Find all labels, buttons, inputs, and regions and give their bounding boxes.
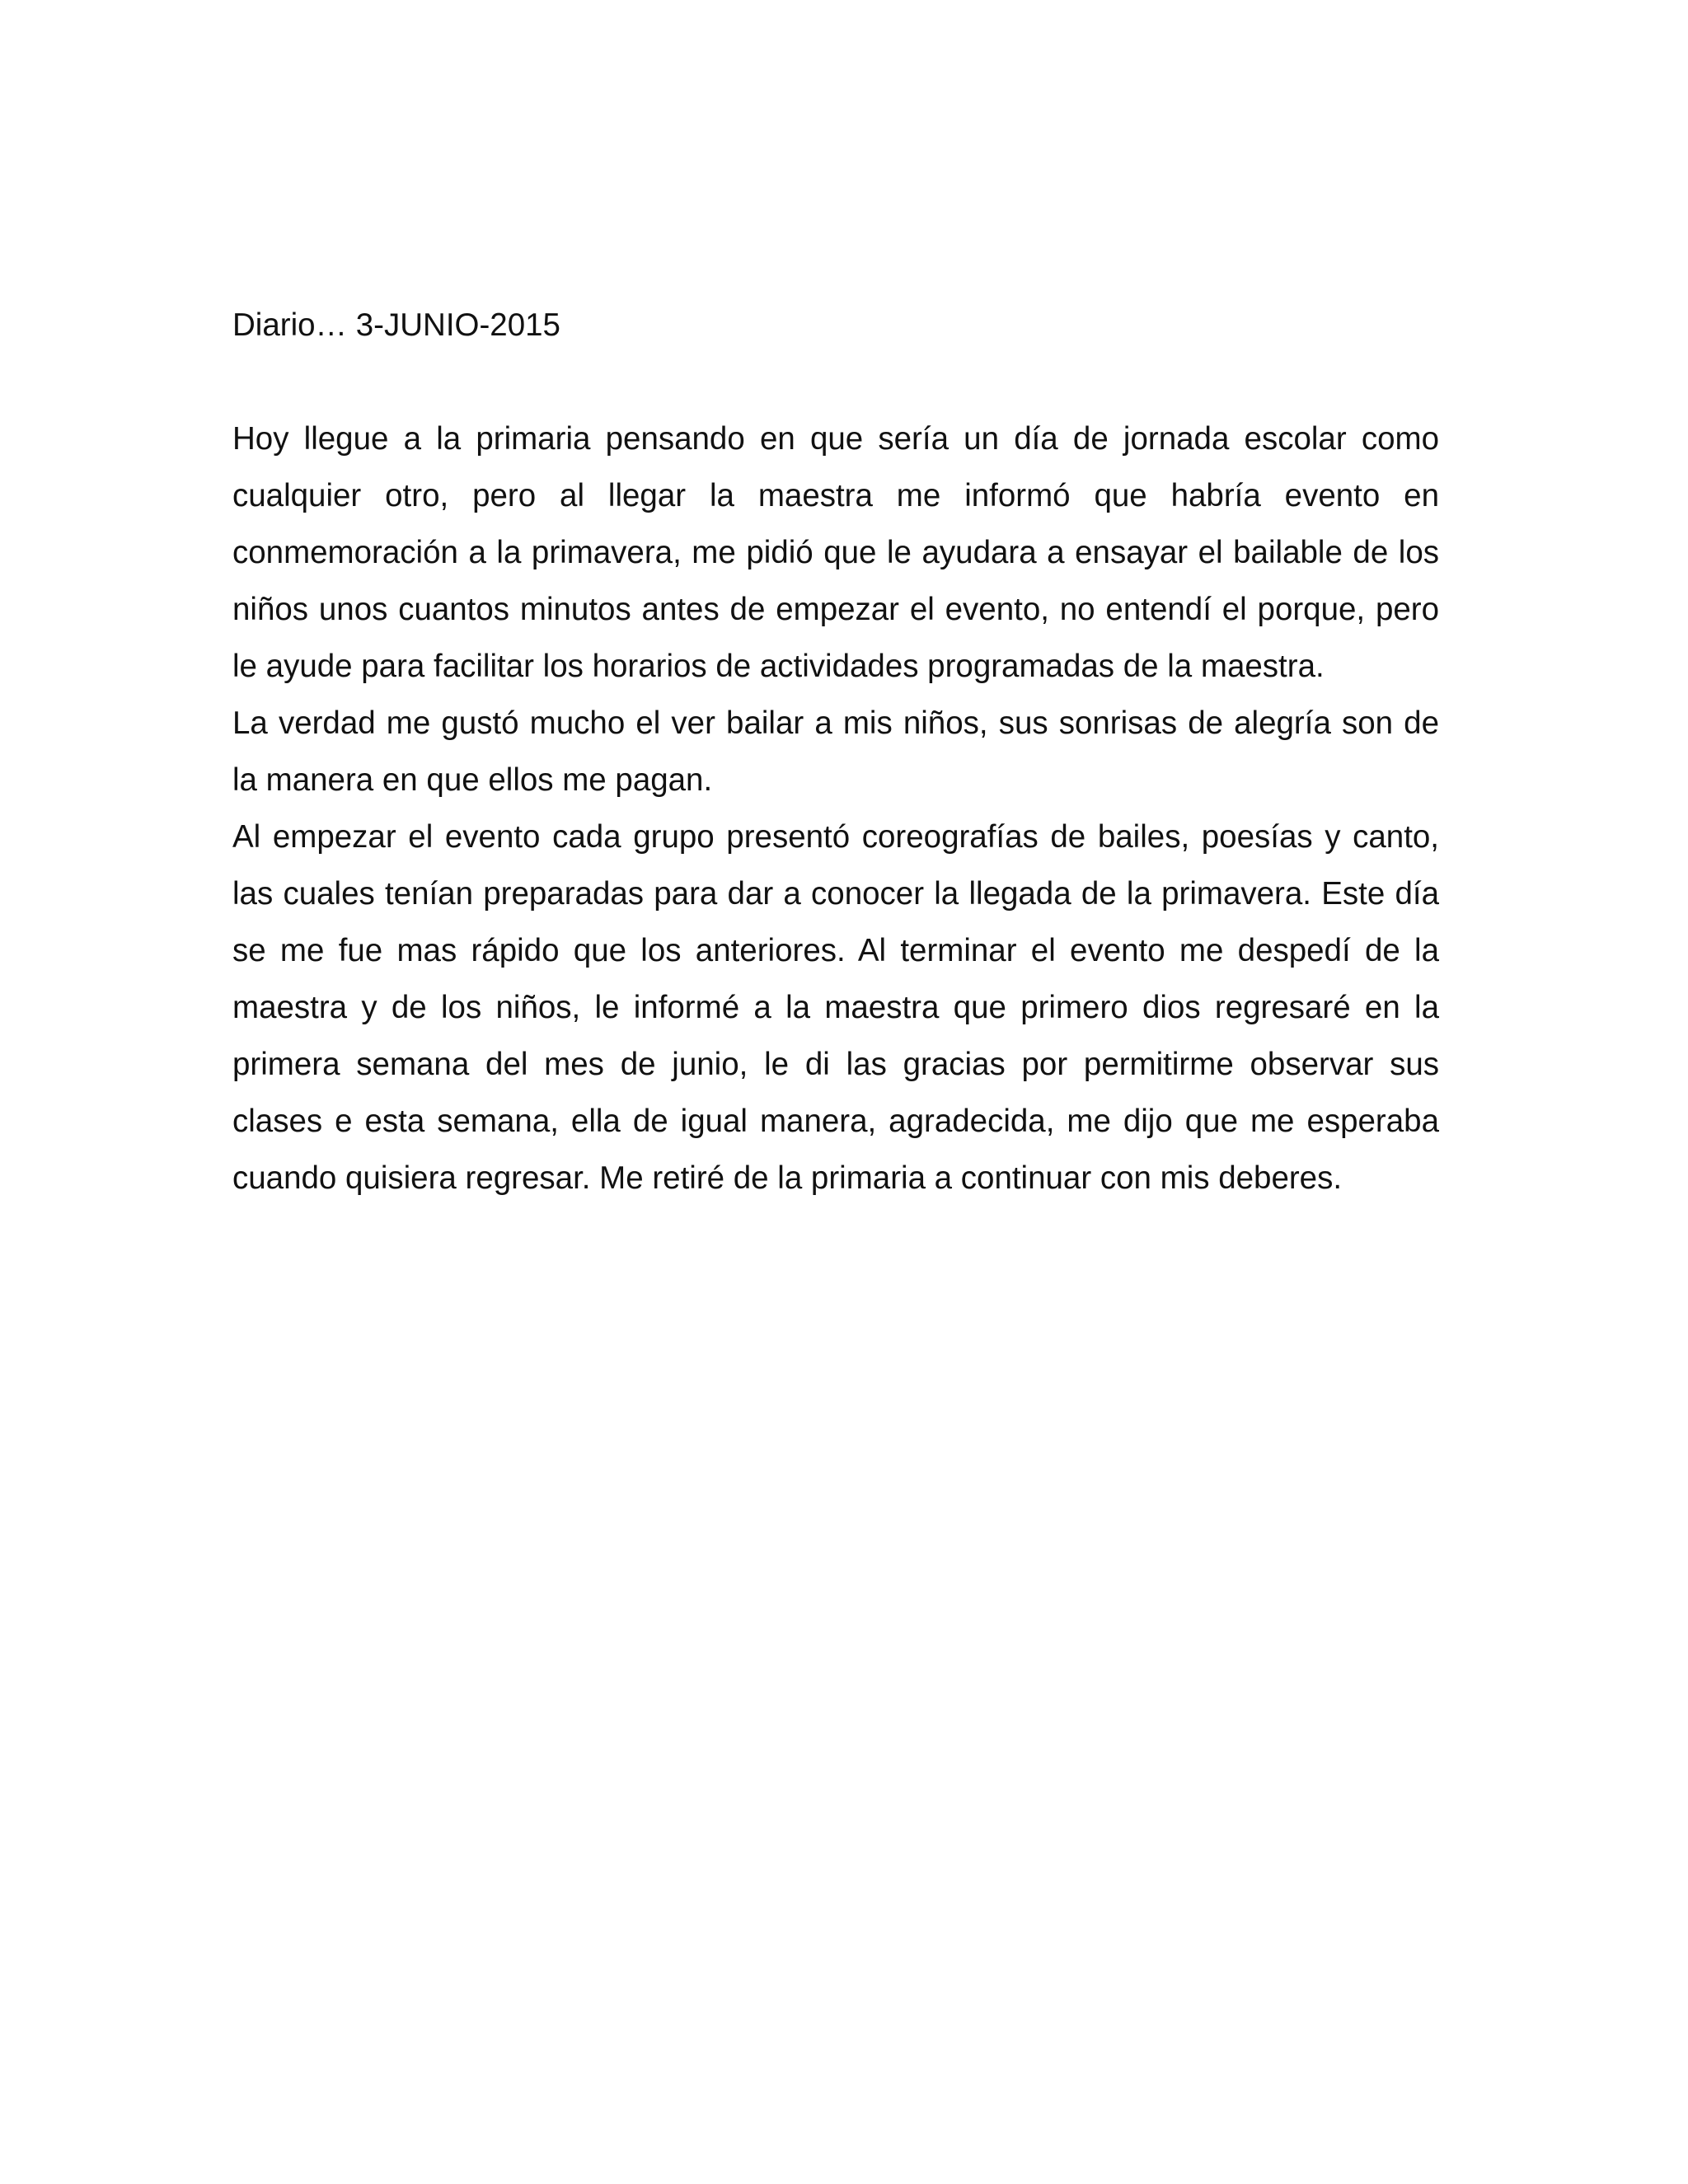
document-title: Diario… 3-JUNIO-2015	[232, 307, 560, 343]
paragraph-2: La verdad me gustó mucho el ver bailar a mis niños, sus sonrisas de alegría son de la manera en que ellos me pagan.	[232, 705, 1439, 798]
paragraph-1: Hoy llegue a la primaria pensando en que sería un día de jornada escolar como cualquier otro, pero al llegar la maestra me informó que habría evento en conmemoración a la primavera, me pidió que le ayudara a ensayar el bailable de los niños unos cuantos minutos antes de empezar el evento, no entendí el porque, pero le ayude para facilitar los horarios de actividades programadas de la maestra.	[232, 421, 1439, 684]
document-body	[232, 297, 1439, 1207]
paragraph-3: Al empezar el evento cada grupo presentó coreografías de bailes, poesías y canto, las cuales tenían preparadas para dar a conocer la llegada de la primavera. Este día se me fue mas rápido que los anteriores. Al terminar el evento me despedí de la maestra y de los niños, le informé a la maestra que primero dios regresaré en la primera semana del mes de junio, le di las gracias por permitirme observar sus clases e esta semana, ella de igual manera, agradecida, me dijo que me esperaba cuando quisiera regresar. Me retiré de la primaria a continuar con mis deberes.	[232, 819, 1439, 1196]
blank-line	[232, 354, 1439, 410]
